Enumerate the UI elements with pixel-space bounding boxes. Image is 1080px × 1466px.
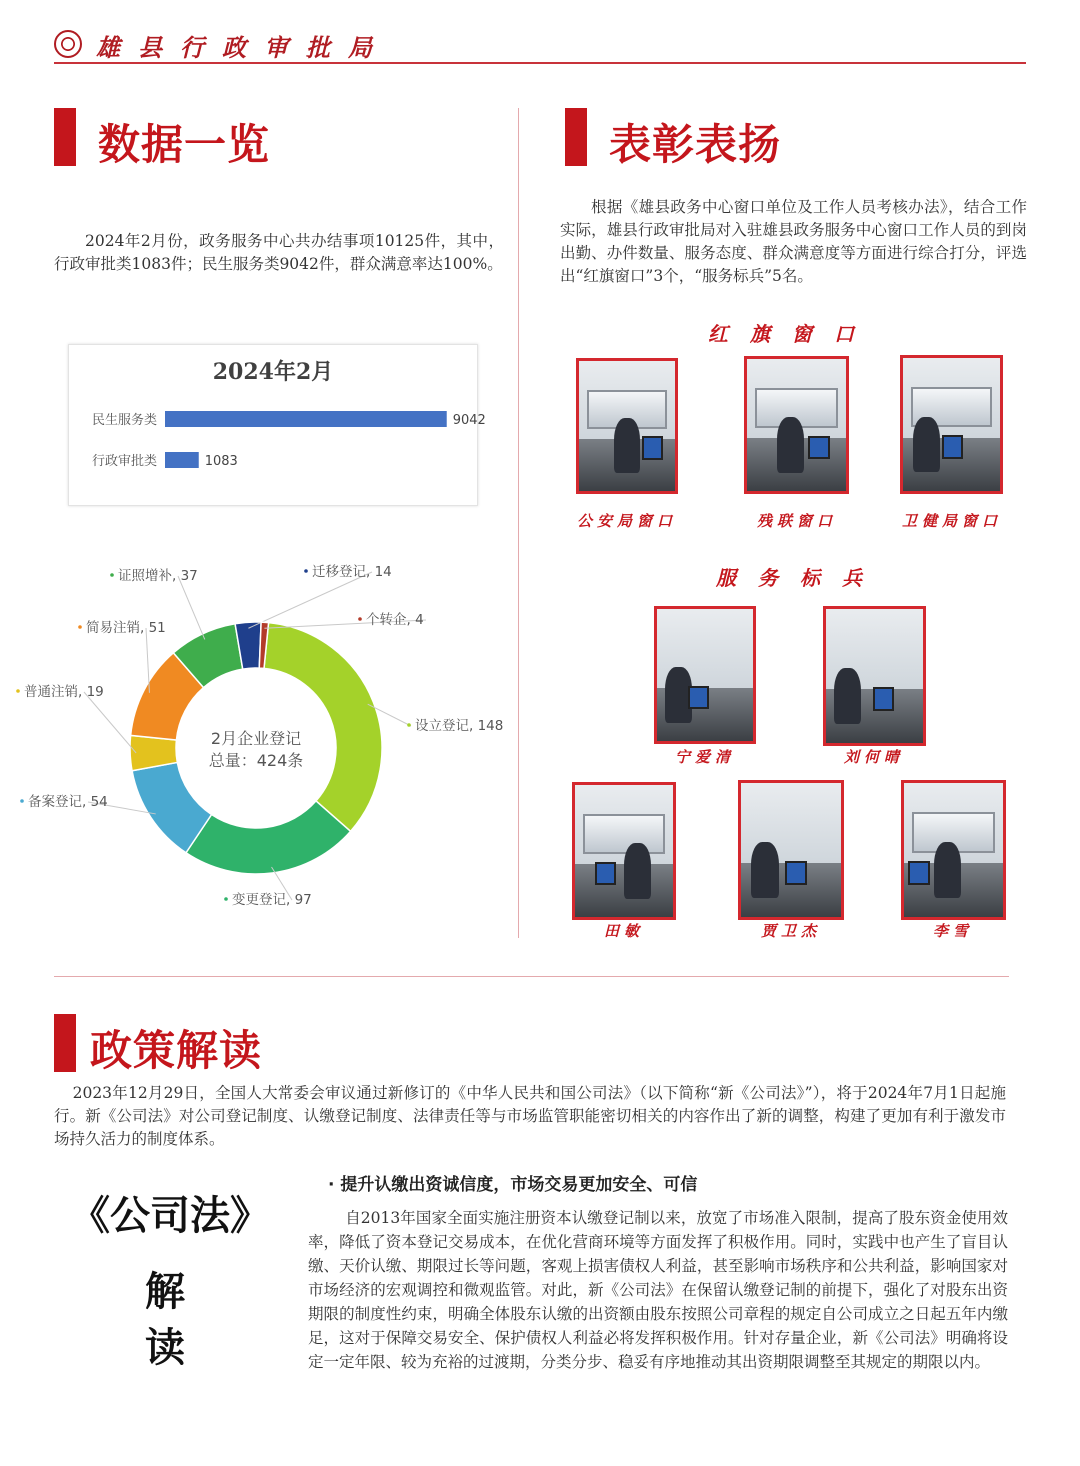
legend-dot <box>110 573 114 577</box>
slice-label: 变更登记, 97 <box>232 892 312 908</box>
window-label: 公安局窗口 <box>576 512 677 530</box>
person-photo <box>654 606 756 744</box>
window-photo <box>900 355 1003 494</box>
donut-chart-svg <box>0 540 518 940</box>
policy-section-title: 政策解读 <box>90 1026 263 1075</box>
data-section-title: 数据一览 <box>98 120 271 169</box>
bullet-paragraph: 自2013年国家全面实施注册资本认缴登记制以来，放宽了市场准入限制，提高了股东资金使用效率，降低了资本登记交易成本，在优化营商环境等方面发挥了积极作用。同时，实践中也产生了盲目认缴、天价认缴、期限过长等问题，客观上损害债权人利益，甚至影响市场秩序和公共利益，影响国家对市场经济的宏观调控和微观监管。对此，新《公司法》在保留认缴登记制的前提下，强化了对股东出资期限的制度性约束，明确全体股东认缴的出资额由股东按照公司章程的规定自公司成立之日起五年内缴足，这对于保障交易安全、保护债权人利益必将发挥积极作用。针对存量企业，新《公司法》明确将设定一定年限、较为充裕的过渡期，分类分步、稳妥有序地推动其出资期限调整至其规定的期限以内。 <box>308 1209 1008 1371</box>
column-divider <box>518 108 519 938</box>
section-divider <box>54 976 1009 977</box>
window-photo <box>744 356 849 494</box>
bullet-heading: · 提升认缴出资诚信度，市场交易更加安全、可信 <box>328 1175 698 1195</box>
bar-value-label: 9042 <box>452 413 486 428</box>
person-photo <box>738 780 844 920</box>
person-name: 贾卫杰 <box>760 922 821 940</box>
company-law-title: 《公司法》 <box>70 1193 270 1239</box>
slice-label: 迁移登记, 14 <box>312 564 392 580</box>
legend-dot <box>20 799 24 803</box>
donut-slice <box>264 623 382 832</box>
person-name: 宁爱清 <box>674 748 735 766</box>
window-label: 残联窗口 <box>756 512 837 530</box>
bar-value-label: 1083 <box>204 454 238 469</box>
person-name: 田敏 <box>603 922 644 940</box>
person-photo <box>901 780 1006 920</box>
bureau-logo-icon <box>54 30 82 58</box>
window-label: 卫健局窗口 <box>901 512 1002 530</box>
slice-label: 证照增补, 37 <box>118 568 198 584</box>
legend-dot <box>358 617 362 621</box>
red-flag-heading: 红旗窗口 <box>708 322 876 346</box>
header-divider <box>54 62 1026 64</box>
leader-line <box>178 576 205 639</box>
slice-label: 普通注销, 19 <box>24 684 104 700</box>
bar <box>165 411 447 427</box>
legend-dot <box>224 897 228 901</box>
legend-dot <box>304 569 308 573</box>
section-marker <box>54 1014 76 1072</box>
person-photo <box>823 606 926 746</box>
donut-slice <box>186 801 351 874</box>
bar-category-label: 行政审批类 <box>91 454 157 469</box>
org-name: 雄县行政审批局 <box>96 33 390 62</box>
service-model-heading: 服务标兵 <box>716 566 884 590</box>
section-marker <box>54 108 76 166</box>
policy-paragraph: 2023年12月29日，全国人大常委会审议通过新修订的《中华人民共和国公司法》（以下简称“新《公司法》”），将于2024年7月1日起施行。新《公司法》对公司登记制度、认缴登记制度、法律责任等与市场监管职能密切相关的内容作出了新的调整，构建了更加有利于激发市场持久活力的制度体系。 <box>54 1084 1006 1148</box>
slice-label: 简易注销, 51 <box>86 620 166 636</box>
legend-dot <box>16 689 20 693</box>
data-paragraph: 2024年2月份，政务服务中心共办结事项10125件，其中，行政审批类1083件；民生服务类9042件，群众满意率达100%。 <box>54 232 504 273</box>
bar-chart-title: 2024年2月 <box>212 359 334 385</box>
praise-section-title: 表彰表扬 <box>609 120 782 169</box>
donut-center-label: 2月企业登记 <box>210 729 302 748</box>
leader-line <box>84 692 136 753</box>
slice-label: 设立登记, 148 <box>415 718 504 734</box>
window-photo <box>576 358 678 494</box>
bar <box>165 452 199 468</box>
donut-center-total: 总量：424条 <box>208 751 304 770</box>
donut-chart <box>0 540 518 940</box>
bar-chart <box>68 344 486 506</box>
bar-category-label: 民生服务类 <box>91 413 157 428</box>
person-name: 刘何晴 <box>843 748 904 766</box>
legend-dot <box>407 723 411 727</box>
bar-chart-svg <box>69 345 486 505</box>
interpret-char: 读 <box>145 1325 185 1371</box>
person-name: 李雪 <box>932 922 973 940</box>
person-photo <box>572 782 676 920</box>
slice-label: 个转企, 4 <box>366 612 424 628</box>
interpret-char: 解 <box>145 1269 185 1315</box>
section-marker <box>565 108 587 166</box>
leader-line <box>248 572 372 628</box>
slice-label: 备案登记, 54 <box>28 794 108 810</box>
legend-dot <box>78 625 82 629</box>
praise-paragraph: 根据《雄县政务中心窗口单位及工作人员考核办法》，结合工作实际，雄县行政审批局对入驻雄县政务服务中心窗口工作人员的到岗出勤、办件数量、服务态度、群众满意度等方面进行综合打分，评选出“红旗窗口”3个，“服务标兵”5名。 <box>560 198 1027 285</box>
